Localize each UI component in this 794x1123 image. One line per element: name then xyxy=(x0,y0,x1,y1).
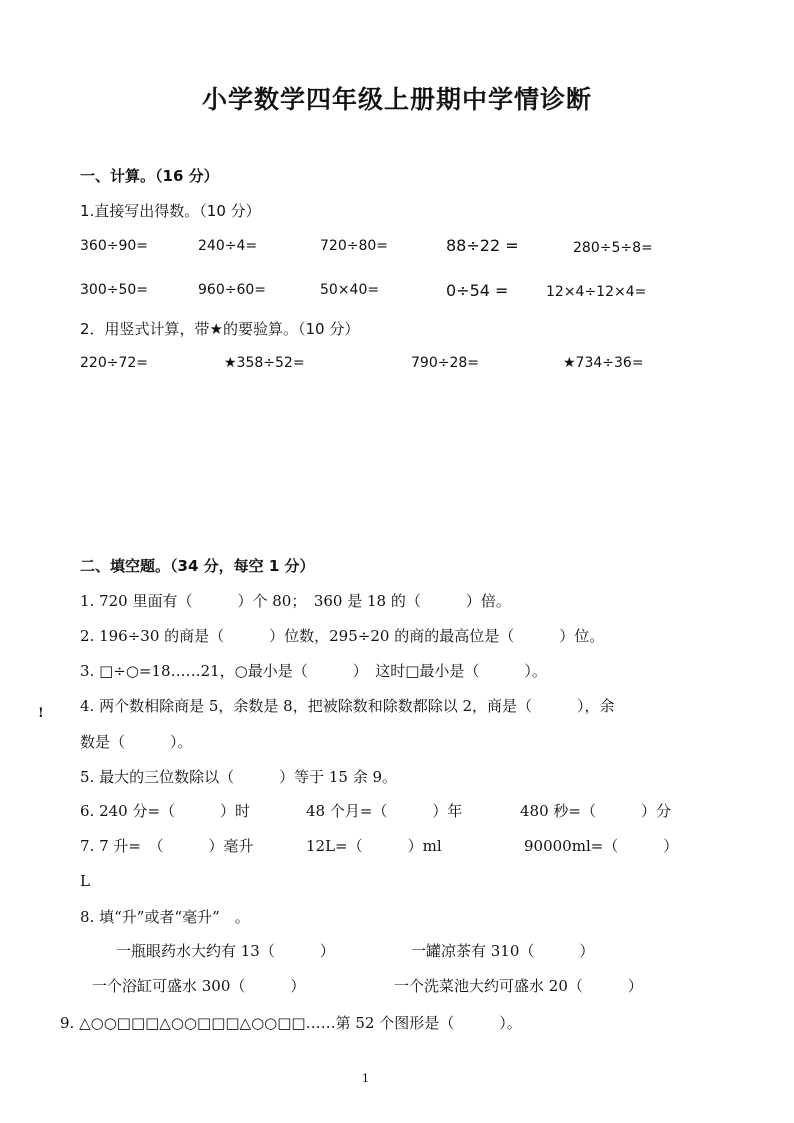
question-1: 1. 720 里面有（ ）个 80； 360 是 18 的（ ）倍。 xyxy=(80,592,511,610)
question-7-part: 12L=（ ）ml xyxy=(306,837,442,855)
equation: ★734÷36= xyxy=(563,355,644,371)
question-7-part: 7. 7 升= （ ）毫升 xyxy=(80,837,254,855)
page-title: 小学数学四年级上册期中学情诊断 xyxy=(201,85,592,114)
equation: 0÷54 = xyxy=(446,281,509,300)
section-1-part-1-heading: 1.直接写出得数。（10 分） xyxy=(80,202,261,220)
section-2-heading: 二、填空题。（34 分，每空 1 分） xyxy=(80,557,315,575)
equation: 88÷22 = xyxy=(446,236,519,255)
equation: 280÷5÷8= xyxy=(573,240,653,256)
section-1-part-2-heading: 2．用竖式计算，带★的要验算。（10 分） xyxy=(80,320,360,338)
equation: 220÷72= xyxy=(80,355,148,371)
question-3: 3. □÷○=18……21，○最小是（ ） 这时□最小是（ ）。 xyxy=(80,662,547,680)
question-8-item: 一个浴缸可盛水 300（ ） xyxy=(92,977,306,995)
question-2: 2. 196÷30 的商是（ ）位数，295÷20 的商的最高位是（ ）位。 xyxy=(80,627,605,645)
equation: 50×40= xyxy=(320,282,380,298)
question-4-line-1: 4. 两个数相除商是 5，余数是 8，把被除数和除数都除以 2，商是（ ），余 xyxy=(80,697,615,715)
question-6-part: 48 个月=（ ）年 xyxy=(306,802,463,820)
question-6-part: 480 秒=（ ）分 xyxy=(520,802,671,820)
equation: 12×4÷12×4= xyxy=(546,284,647,300)
equation: 300÷50= xyxy=(80,282,148,298)
question-6-part: 6. 240 分=（ ）时 xyxy=(80,802,251,820)
question-8: 8. 填“升”或者“毫升” 。 xyxy=(80,908,250,926)
equation: ★358÷52= xyxy=(224,355,305,371)
equation: 790÷28= xyxy=(411,355,479,371)
equation: 240÷4= xyxy=(198,238,258,254)
section-1-heading: 一、计算。（16 分） xyxy=(80,167,219,185)
question-8-item: 一个洗菜池大约可盛水 20（ ） xyxy=(394,977,643,995)
margin-mark: ! xyxy=(38,706,44,721)
question-5: 5. 最大的三位数除以（ ）等于 15 余 9。 xyxy=(80,768,398,786)
question-8-item: 一罐凉茶有 310（ ） xyxy=(411,942,595,960)
question-7-part: 90000ml=（ ） xyxy=(524,837,679,855)
equation: 960÷60= xyxy=(198,282,266,298)
question-4-line-2: 数是（ ）。 xyxy=(80,733,193,751)
question-8-item: 一瓶眼药水大约有 13（ ） xyxy=(116,942,335,960)
question-9: 9. △○○□□□△○○□□□△○○□□……第 52 个图形是（ ）。 xyxy=(60,1014,522,1032)
equation: 720÷80= xyxy=(320,238,388,254)
equation: 360÷90= xyxy=(80,238,148,254)
page-number: 1 xyxy=(362,1072,369,1085)
question-7-wrap: L xyxy=(80,872,90,890)
